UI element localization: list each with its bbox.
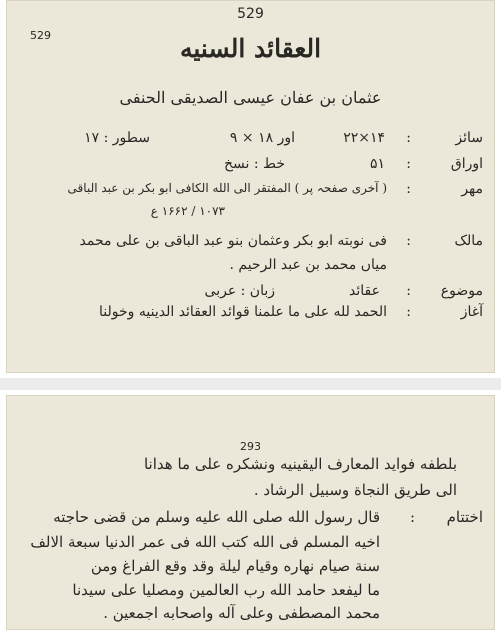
page-divider (0, 378, 501, 390)
value-owner: فى نوبته ابو بكر وعثمان بنو عبد الباقى بن على محمد (79, 233, 387, 249)
page-number-margin: 529 (30, 29, 51, 42)
colon: : (406, 233, 411, 249)
colon: : (406, 156, 411, 172)
value-folios: ۵۱ (369, 156, 385, 172)
value-lines: سطور : ۱۷ (84, 130, 150, 146)
page-number: 529 (237, 6, 264, 22)
text-line: محمد المصطفى وعلى آله واصحابه اجمعين . (103, 604, 380, 622)
value-owner-2: میاں محمد بن عبد الرحیم . (229, 257, 387, 273)
label-folios: اوراق (450, 156, 483, 172)
value-size-inner: اور ۱۸ × ۹ (229, 130, 295, 146)
text-line: اخيه المسلم فى الله كتب الله فى عمر الدنيا سبعة الالف (30, 533, 380, 551)
colon: : (406, 283, 411, 299)
value-subject: عقائد (349, 283, 380, 299)
text-line: بلطفه فوايد المعارف اليقينيه ونشكره على ما هدانا (143, 455, 457, 473)
page-number: 293 (240, 440, 261, 453)
catalog-page-top (6, 0, 495, 373)
text-line: قال رسول الله صلى الله عليه وسلم من قضى حاجته (53, 508, 380, 526)
text-line: ما ليفعد حامد الله رب العالمين ومصليا على سيدنا (72, 581, 380, 599)
label-seal: مهر (461, 181, 483, 197)
value-seal: ( آخرى صفحہ پر ) المفتقر الى الله الكافى ابو بكر بن عبد الباقى (67, 181, 387, 195)
colon: : (406, 304, 411, 320)
colon: : (406, 130, 411, 146)
label-size: سائز (455, 130, 483, 146)
label-subject: موضوع (440, 283, 483, 299)
value-beginning: الحمد لله على ما علمنا قوائد العقائد الدينيه وخولنا (99, 304, 387, 320)
label-closing: اختتام (446, 508, 483, 526)
book-title: العقائد السنيه (179, 34, 322, 63)
author-line: عثمان بن عفان عيسى الصديقى الحنفى (119, 88, 382, 107)
value-seal-date: ۱۰۷۳ / ۱۶۶۲ ع (150, 204, 225, 218)
colon: : (409, 508, 415, 526)
text-line: الى طريق النجاة وسبيل الرشاد . (253, 481, 457, 499)
label-beginning: آغاز (460, 304, 483, 320)
text-line: سنة صيام نهاره وقيام ليلة وقد وقع الفراغ ومن (90, 557, 380, 575)
label-owner: مالک (454, 233, 483, 249)
value-size: ۲۲×۱۴ (343, 130, 385, 146)
value-language: زبان : عربى (204, 283, 275, 299)
catalog-page-bottom (6, 395, 495, 630)
colon: : (406, 181, 411, 197)
value-script: خط : نسخ (224, 156, 285, 172)
